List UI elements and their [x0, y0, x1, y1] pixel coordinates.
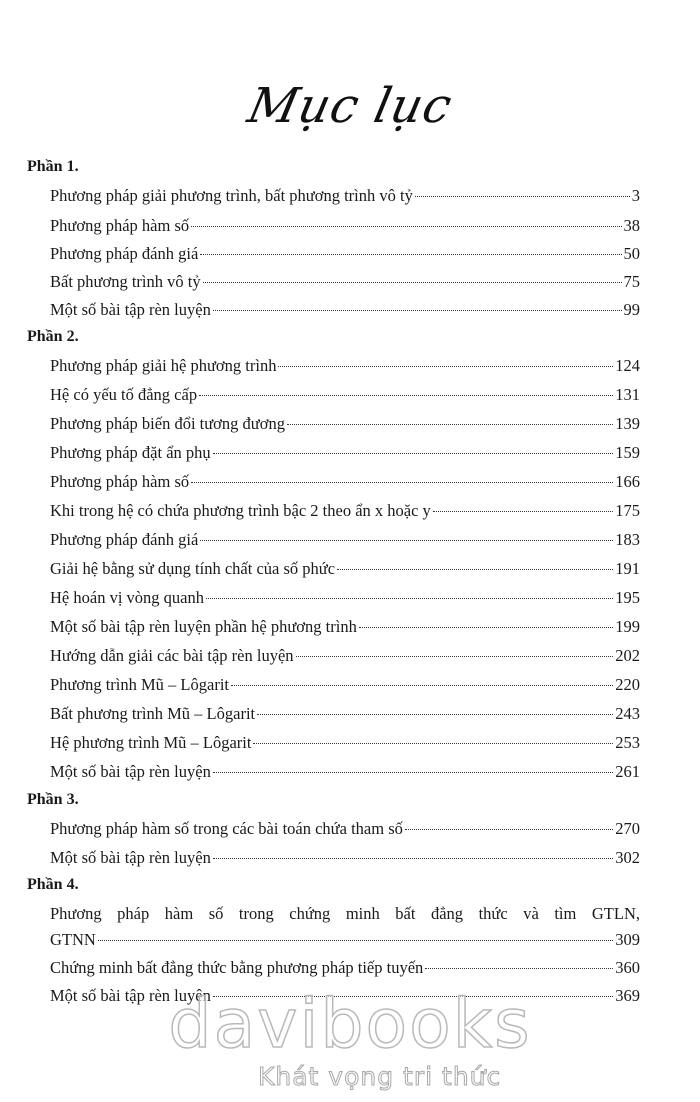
- toc-entry[interactable]: Một số bài tập rèn luyện 302: [50, 848, 640, 867]
- watermark-brand: davibooks: [168, 985, 532, 1064]
- toc-entry[interactable]: Khi trong hệ có chứa phương trình bậc 2 theo ẩn x hoặc y 175: [50, 501, 640, 520]
- leader-dots: [200, 254, 621, 255]
- toc-entry[interactable]: Một số bài tập rèn luyện 99: [50, 300, 640, 319]
- toc-entry[interactable]: Hệ hoán vị vòng quanh 195: [50, 588, 640, 607]
- toc-entry[interactable]: Hệ phương trình Mũ – Lôgarit 253: [50, 733, 640, 752]
- section-heading-2: Phần 2.: [27, 328, 79, 345]
- toc-entry-first-line[interactable]: Phương pháp hàm số trong chứng minh bất đẳng thức và tìm GTLN,: [50, 904, 640, 923]
- leader-dots: [425, 968, 613, 969]
- leader-dots: [213, 858, 613, 859]
- toc-entry[interactable]: Một số bài tập rèn luyện phần hệ phương trình 199: [50, 617, 640, 636]
- leader-dots: [191, 226, 621, 227]
- leader-dots: [433, 511, 613, 512]
- leader-dots: [213, 310, 622, 311]
- toc-entry[interactable]: Phương pháp giải phương trình, bất phương trình vô tỷ 3: [50, 186, 640, 205]
- leader-dots: [257, 714, 613, 715]
- toc-entry[interactable]: Phương pháp biến đổi tương đương 139: [50, 414, 640, 433]
- toc-entry[interactable]: Phương pháp đánh giá 50: [50, 244, 640, 263]
- toc-entry[interactable]: Phương trình Mũ – Lôgarit 220: [50, 675, 640, 694]
- toc-entry[interactable]: Chứng minh bất đẳng thức bằng phương pháp tiếp tuyến 360: [50, 958, 640, 977]
- leader-dots: [253, 743, 613, 744]
- section-heading-3: Phần 3.: [27, 791, 79, 808]
- leader-dots: [278, 366, 613, 367]
- toc-entry[interactable]: Giải hệ bằng sử dụng tính chất của số phức 191: [50, 559, 640, 578]
- leader-dots: [337, 569, 613, 570]
- toc-entry[interactable]: Phương pháp đặt ẩn phụ 159: [50, 443, 640, 462]
- toc-entry[interactable]: Phương pháp hàm số trong các bài toán chứa tham số 270: [50, 819, 640, 838]
- leader-dots: [359, 627, 613, 628]
- leader-dots: [213, 453, 614, 454]
- section-heading-4: Phần 4.: [27, 876, 79, 893]
- toc-entry[interactable]: Một số bài tập rèn luyện 261: [50, 762, 640, 781]
- leader-dots: [296, 656, 614, 657]
- toc-entry[interactable]: Bất phương trình Mũ – Lôgarit 243: [50, 704, 640, 723]
- toc-entry[interactable]: Một số bài tập rèn luyện 369: [50, 986, 640, 1005]
- toc-entry[interactable]: Phương pháp đánh giá 183: [50, 530, 640, 549]
- toc-entry[interactable]: Hướng dẫn giải các bài tập rèn luyện 202: [50, 646, 640, 665]
- leader-dots: [206, 598, 613, 599]
- leader-dots: [231, 685, 613, 686]
- section-heading-1: Phần 1.: [27, 158, 79, 175]
- leader-dots: [415, 196, 630, 197]
- leader-dots: [98, 940, 613, 941]
- page-title: Mục lục: [242, 78, 458, 134]
- leader-dots: [287, 424, 613, 425]
- toc-entry[interactable]: Bất phương trình vô tỷ 75: [50, 272, 640, 291]
- leader-dots: [200, 540, 613, 541]
- leader-dots: [191, 482, 613, 483]
- watermark-tagline: Khát vọng tri thức: [258, 1062, 502, 1091]
- toc-entry[interactable]: Phương pháp hàm số 166: [50, 472, 640, 491]
- leader-dots: [405, 829, 613, 830]
- toc-entry[interactable]: Phương pháp giải hệ phương trình 124: [50, 356, 640, 375]
- toc-entry[interactable]: Hệ có yếu tố đẳng cấp 131: [50, 385, 640, 404]
- leader-dots: [199, 395, 613, 396]
- leader-dots: [213, 772, 613, 773]
- toc-entry[interactable]: GTNN 309: [50, 930, 640, 949]
- leader-dots: [203, 282, 622, 283]
- toc-entry[interactable]: Phương pháp hàm số 38: [50, 216, 640, 235]
